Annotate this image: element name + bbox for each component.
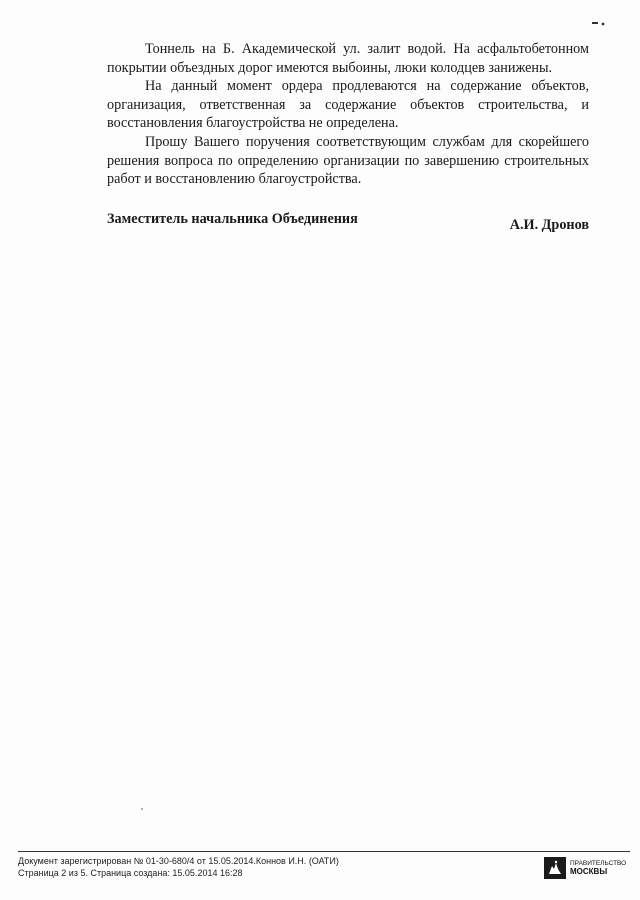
scan-speck: [141, 808, 143, 810]
paragraph-orders: На данный момент ордера продлеваются на содержание объектов, организация, ответственная за содержание объектов строительства, и восстановления благоустройства не определена.: [107, 78, 589, 132]
moscow-government-logo: [544, 857, 626, 879]
page-info-line: Страница 2 из 5. Страница создана: 15.05.2014 16:28: [18, 868, 243, 878]
scan-mark-icon: [592, 20, 606, 26]
logo-caption: [570, 860, 626, 876]
paragraph-tunnel: Тоннель на Б. Академической ул. залит водой. На асфальтобетонном покрытии объездных дорог имеются выбоины, люки колодцев занижены.: [107, 41, 589, 76]
signatory-title: Заместитель начальника Объединения: [107, 211, 358, 227]
paragraph-request: Прошу Вашего поручения соответствующим службам для скорейшего решения вопроса по определению организации по завершению строительных работ и восстановлению благоустройства.: [107, 133, 589, 188]
logo-top-text: ПРАВИТЕЛЬСТВО: [570, 860, 627, 867]
logo-bottom-text: МОСКВЫ: [570, 867, 608, 876]
signature-block: [107, 211, 589, 234]
letter-body: [107, 40, 589, 189]
registration-line: Документ зарегистрирован № 01-30-680/4 от 15.05.2014.Коннов И.Н. (ОАТИ): [18, 856, 339, 866]
footer-divider: [18, 851, 630, 852]
moscow-emblem-icon: [544, 857, 566, 879]
signatory-name: А.И. Дронов: [509, 217, 589, 233]
registration-footer: [18, 855, 339, 879]
